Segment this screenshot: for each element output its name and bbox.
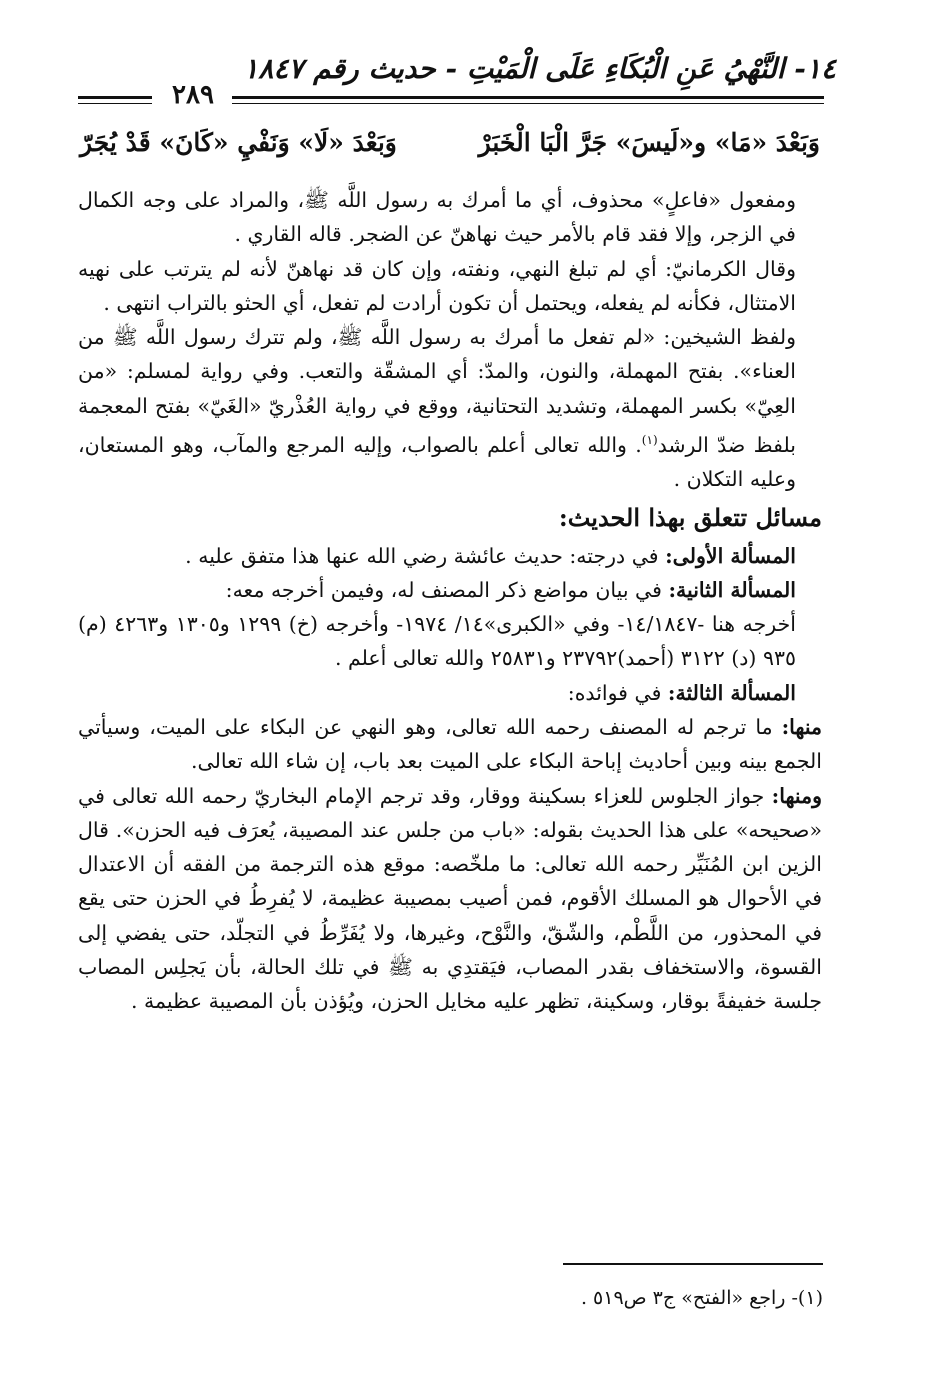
issue-paragraph	[78, 676, 822, 710]
verse-hemistich-first: وَبَعْدَ «مَا» و«لَيسَ» جَرَّ الْبَا الْخَبَرْ	[478, 128, 820, 157]
issue-text: أخرجه هنا -١٤/١٨٤٧- وفي «الكبرى»١٤/ ١٩٧٤- وأخرجه (خ) ١٢٩٩ و١٣٠٥ و٤٢٦٣ (م) ٩٣٥ (د) ٣١٢٢ (أحمد)٢٣٧٩٢ و٢٥٨٣١ والله تعالى أعلم .	[78, 612, 796, 671]
paragraph	[78, 252, 822, 321]
issue-text: في بيان مواضع ذكر المصنف له، وفيمن أخرجه معه:	[225, 577, 662, 602]
issue-label: المسألة الأولى:	[665, 543, 796, 568]
issue-paragraph	[78, 573, 822, 607]
verse-hemistich-second: وَبَعْدَ «لَا» وَنَفْيِ «كَانَ» قَدْ يُجَرّ	[80, 128, 397, 157]
issue-text: في فوائده:	[567, 680, 662, 705]
issue-label: المسألة الثالثة:	[667, 680, 796, 705]
main-text	[78, 183, 822, 1019]
issue-label: ومنها:	[771, 783, 822, 808]
running-header-title: ١٤- النَّهْيُ عَنِ الْبُكَاءِ عَلَى الْمَيْتِ - حديث رقم ١٨٤٧	[243, 52, 836, 85]
issue-label: منها:	[781, 714, 822, 739]
footnote-rule	[563, 1263, 823, 1265]
issue-label: المسألة الثانية:	[668, 577, 796, 602]
issue-paragraph	[78, 710, 822, 779]
page-number: ٢٨٩	[172, 80, 214, 110]
header-rule	[232, 96, 824, 104]
issue-paragraph	[78, 539, 822, 573]
paragraph: ولفظ الشيخين: «لم تفعل ما أمرك به رسول اللَّه ﷺ، ولم تترك رسول اللَّه ﷺ من العناء». بفتح المهملة، والنون، والمدّ: أي المشقّة والتعب. وفي رواية لمسلم: «من العِيّ» بكسر المهملة، وتشديد التحتانية، ووقع في رواية العُذْريّ «الغَيّ» بفتح المعجمة بلفظ ضدّ الرشد$^{(١)}$. والله تعالى أعلم بالصواب، وإليه المرجع والمآب، وهو المستعان، وعليه التكلان .	[78, 325, 796, 492]
issue-text: في درجته: حديث عائشة رضي الله عنها هذا متفق عليه .	[185, 543, 659, 568]
verse-line	[80, 128, 820, 157]
paragraph-text: وقال الكرمانيّ: أي لم تبلغ النهي، ونفته، وإن كان قد نهاهنّ لأنه لم يترتب على نهيه الامتثال، فكأنه لم يفعله، ويحتمل أن تكون أرادت لم تفعل، أي الحثو بالتراب انتهى .	[78, 256, 796, 315]
paragraph: ومفعول «فاعلٍ» محذوف، أي ما أمرك به رسول اللَّه ﷺ، والمراد على وجه الكمال في الزجر، وإلا فقد قام بالأمر حيث نهاهنّ عن الضجر. قاله القاري .	[78, 188, 796, 247]
issue-text: جواز الجلوس للعزاء بسكينة ووقار، وقد ترجم الإمام البخاريّ رحمه الله تعالى في «صحيحه» على هذا الحديث بقوله: «باب من جلس عند المصيبة، يُعرَف فيه الحزن». قال الزين ابن المُنَيِّر رحمه الله تعالى: ما ملخّصه: موقع هذه الترجمة من الفقه أن الاعتدال في الأحوال هو المسلك الأقوم، فمن أصيب بمصيبة عظيمة، لا يُفرِطُ في الحزن حتى يقع في المحذور، من اللَّطْم، والشّقّ، والنَّوْح، وغيرها، ولا يُفَرِّطُ في التجلّد، حتى يفضي إلى القسوة، والاستخفاف بقدر المصاب، فيَقتدِي به ﷺ في تلك الحالة، بأن يَجلِس المصاب جلسة خفيفةً بوقار، وسكينة، تظهر عليه مخايل الحزن، ويُؤذن بأن المصيبة عظيمة .	[78, 783, 822, 1014]
footnote: (١)- راجع «الفتح» ج٣ ص٥١٩ .	[580, 1287, 823, 1309]
header-rule-short	[78, 96, 152, 104]
footnote-marker: (١)	[641, 433, 658, 448]
issue-paragraph	[78, 607, 822, 676]
section-heading: مسائل تتعلق بهذا الحديث:	[558, 502, 822, 532]
paragraph-text: ولفظ الشيخين: «لم تفعل ما أمرك به رسول اللَّه ﷺ، ولم تترك رسول اللَّه ﷺ من العناء». بفتح المهملة، والنون، والمدّ: أي المشقّة والتعب. وفي رواية لمسلم: «من العِيّ» بكسر المهملة، وتشديد التحتانية، ووقع في رواية العُذْريّ «الغَيّ» بفتح المعجمة بلفظ ضدّ الرشد	[78, 325, 796, 457]
paragraph-text: والله تعالى أعلم بالصواب، وإليه المرجع والمآب، وهو المستعان، وعليه التكلان .	[78, 432, 796, 492]
issue-paragraph	[78, 779, 822, 1019]
issue-text: ما ترجم له المصنف رحمه الله تعالى، وهو النهي عن البكاء على الميت، وسيأتي الجمع بينه وبين أحاديث إباحة البكاء على الميت بعد باب، إن شاء الله تعالى.	[78, 714, 822, 774]
